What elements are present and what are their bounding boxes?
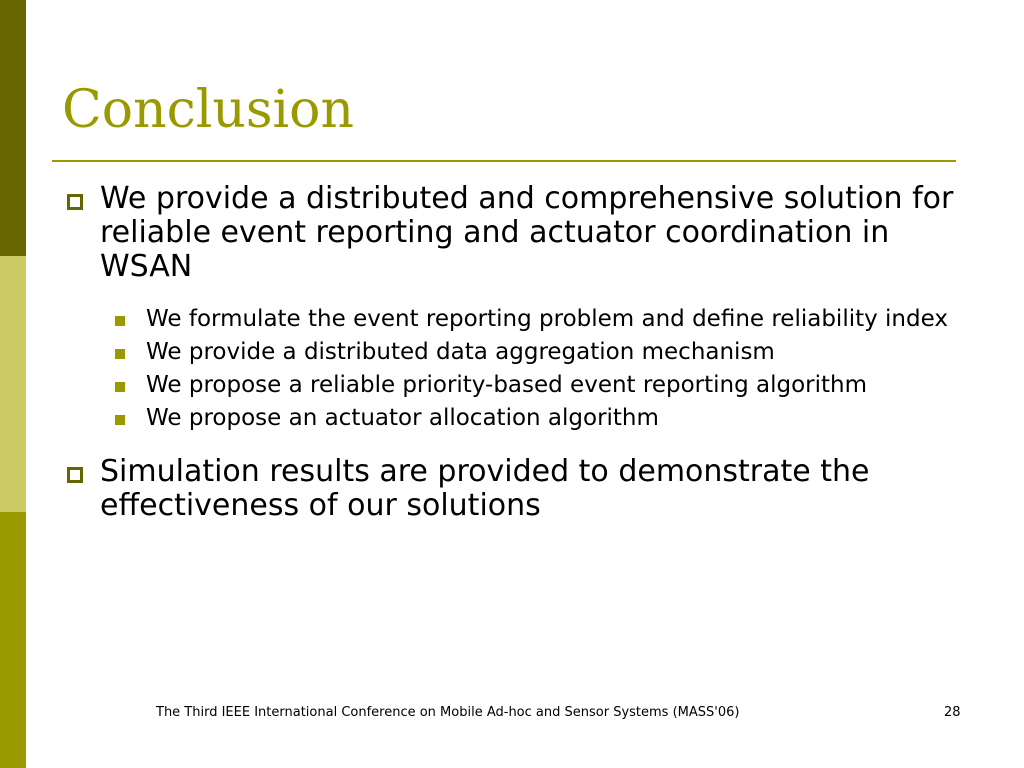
- bullet-item: [62, 455, 962, 523]
- square-bullet-icon: [115, 415, 125, 425]
- sub-bullet-text: We propose a reliable priority-based event reporting algorithm: [146, 372, 867, 398]
- side-bar-dark: [0, 0, 26, 256]
- title-divider: [52, 160, 956, 162]
- square-bullet-icon: [115, 382, 125, 392]
- sub-bullet-item: [62, 405, 962, 431]
- slide-footer: The Third IEEE International Conference on Mobile Ad-hoc and Sensor Systems (MASS'06): [156, 705, 740, 720]
- slide-title: Conclusion: [62, 80, 354, 140]
- page-number: 28: [944, 705, 961, 720]
- sub-bullet-text: We provide a distributed data aggregation mechanism: [146, 339, 775, 365]
- sub-bullet-item: [62, 372, 962, 398]
- bullet-item: [62, 182, 962, 284]
- square-bullet-icon: [115, 316, 125, 326]
- hollow-square-bullet-icon: [67, 194, 83, 210]
- hollow-square-bullet-icon: [67, 467, 83, 483]
- bullet-text: We provide a distributed and comprehensive solution for reliable event reporting and actuator coordination in WSAN: [100, 181, 954, 284]
- sub-bullet-item: [62, 306, 962, 332]
- bullet-text: Simulation results are provided to demonstrate the effectiveness of our solutions: [100, 454, 870, 523]
- side-bar-light: [0, 256, 26, 512]
- slide-content: [62, 182, 962, 523]
- square-bullet-icon: [115, 349, 125, 359]
- sub-bullet-list: [62, 306, 962, 431]
- sub-bullet-text: We formulate the event reporting problem and define reliability index: [146, 306, 948, 332]
- sub-bullet-text: We propose an actuator allocation algorithm: [146, 405, 659, 431]
- sub-bullet-item: [62, 339, 962, 365]
- side-bar-olive: [0, 512, 26, 768]
